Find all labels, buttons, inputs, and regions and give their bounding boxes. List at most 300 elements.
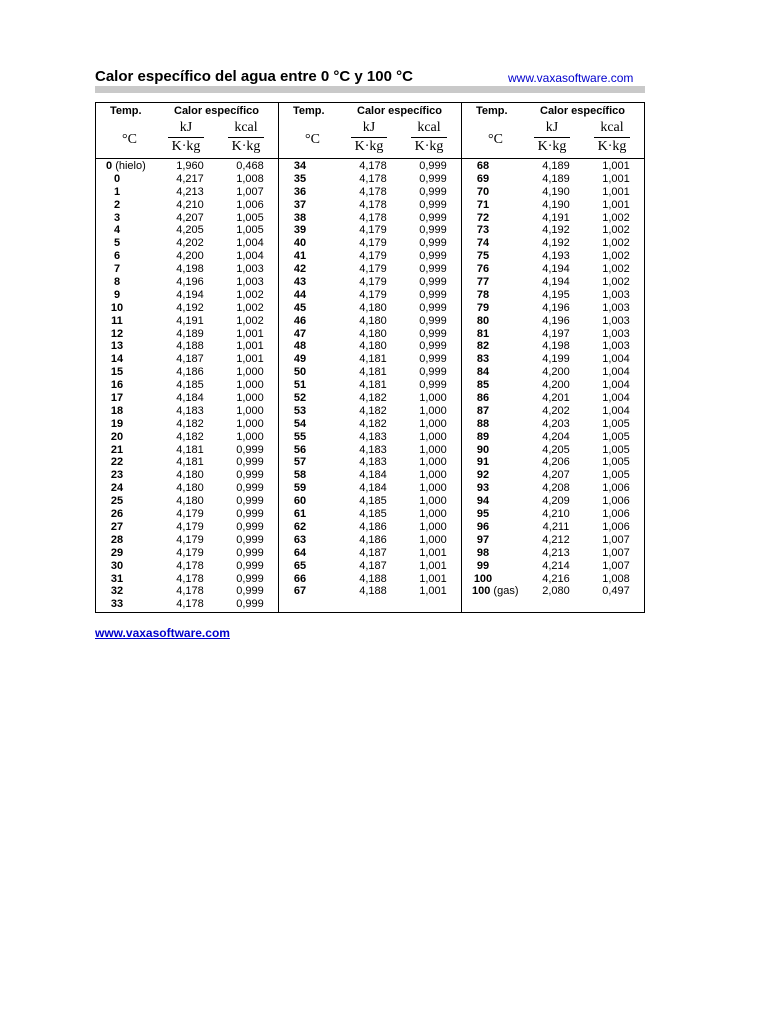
temperature-value: 51 xyxy=(293,379,307,392)
temperature-value: 19 xyxy=(110,417,124,430)
unit-numerator: kcal xyxy=(417,120,441,135)
temperature-cell xyxy=(279,328,321,341)
temperature-value: 62 xyxy=(293,520,307,533)
temperature-value: 89 xyxy=(476,430,490,443)
temperature-cell xyxy=(462,237,504,250)
table-rows xyxy=(96,160,278,611)
temperature-value: 24 xyxy=(110,482,124,495)
kj-value: 4,188 xyxy=(359,585,387,598)
temperature-cell xyxy=(96,250,138,263)
table-row xyxy=(279,456,461,469)
table-row xyxy=(462,224,644,237)
kj-value: 4,202 xyxy=(176,237,204,250)
temperature-cell xyxy=(462,173,504,186)
unit-denominator: K·kg xyxy=(597,139,627,154)
kcal-value: 0,999 xyxy=(236,508,264,521)
kcal-value: 1,000 xyxy=(419,392,447,405)
temperature-value: 55 xyxy=(293,430,307,443)
table-group-2 xyxy=(278,103,461,612)
kj-value: 4,184 xyxy=(176,392,204,405)
table-row xyxy=(462,482,644,495)
temperature-value: 69 xyxy=(476,172,490,185)
kcal-value: 0,999 xyxy=(419,160,447,172)
table-row xyxy=(96,573,278,586)
temperature-cell xyxy=(279,392,321,405)
table-row xyxy=(279,547,461,560)
temperature-value: 5 xyxy=(113,237,121,250)
temperature-value: 35 xyxy=(293,172,307,185)
table-row xyxy=(96,289,278,302)
temperature-cell xyxy=(96,534,138,547)
temperature-value: 96 xyxy=(476,520,490,533)
kj-value: 4,179 xyxy=(359,250,387,263)
temperature-value: 17 xyxy=(110,392,124,405)
kcal-value: 1,002 xyxy=(602,276,630,289)
kj-value: 4,178 xyxy=(359,172,387,185)
kcal-value: 0,999 xyxy=(419,353,447,366)
kj-value: 4,186 xyxy=(359,520,387,533)
kcal-value: 1,000 xyxy=(419,417,447,430)
kcal-value: 0,999 xyxy=(419,237,447,250)
temperature-value: 36 xyxy=(293,185,307,198)
temperature-value: 0 xyxy=(113,172,121,185)
kj-value: 4,179 xyxy=(359,224,387,237)
unit-denominator: K·kg xyxy=(414,139,444,154)
kcal-value: 0,999 xyxy=(419,185,447,198)
kj-value: 4,189 xyxy=(542,172,570,185)
footer-website-link[interactable]: www.vaxasoftware.com xyxy=(95,626,230,640)
temperature-cell xyxy=(462,212,504,225)
kcal-value: 1,004 xyxy=(236,250,264,263)
kj-value: 4,182 xyxy=(176,417,204,430)
temperature-value: 28 xyxy=(110,533,124,546)
table-row xyxy=(279,173,461,186)
temperature-value: 31 xyxy=(110,572,124,585)
temperature-cell xyxy=(462,353,504,366)
temperature-value: 75 xyxy=(476,250,490,263)
kcal-value: 0,999 xyxy=(236,469,264,482)
temperature-value: 67 xyxy=(293,585,307,598)
temperature-value: 34 xyxy=(293,160,307,172)
unit-numerator: kJ xyxy=(362,120,376,135)
temperature-value: 85 xyxy=(476,379,490,392)
temperature-value: 14 xyxy=(110,353,124,366)
temperature-cell xyxy=(279,353,321,366)
temperature-cell xyxy=(279,212,321,225)
temperature-cell xyxy=(279,160,321,173)
kcal-value: 1,000 xyxy=(236,392,264,405)
kcal-value: 1,006 xyxy=(602,520,630,533)
temperature-cell xyxy=(279,276,321,289)
unit-kcal-per-kkg xyxy=(411,119,447,156)
kcal-value: 0,999 xyxy=(419,263,447,276)
temperature-cell xyxy=(462,160,504,173)
temperature-cell xyxy=(96,495,138,508)
kcal-value: 0,999 xyxy=(419,250,447,263)
kcal-value: 1,006 xyxy=(602,482,630,495)
kj-value: 4,182 xyxy=(176,430,204,443)
temperature-cell xyxy=(279,534,321,547)
temperature-value: 26 xyxy=(110,508,124,521)
table-row xyxy=(279,353,461,366)
kj-value: 4,182 xyxy=(359,417,387,430)
temperature-value: 29 xyxy=(110,546,124,559)
temperature-cell xyxy=(279,263,321,276)
table-row xyxy=(96,276,278,289)
temperature-cell xyxy=(96,173,138,186)
unit-denominator: K·kg xyxy=(537,139,567,154)
table-header xyxy=(462,103,644,159)
temperature-value: 12 xyxy=(110,327,124,340)
temperature-cell xyxy=(462,418,504,431)
temperature-cell xyxy=(279,431,321,444)
kj-value: 4,179 xyxy=(176,508,204,521)
table-row xyxy=(279,560,461,573)
temperature-value: 56 xyxy=(293,443,307,456)
kcal-value: 1,000 xyxy=(236,404,264,417)
kcal-value: 1,002 xyxy=(602,250,630,263)
kcal-value: 1,008 xyxy=(602,572,630,585)
temperature-cell xyxy=(96,224,138,237)
column-header-temp: Temp. xyxy=(293,105,325,117)
temperature-cell xyxy=(96,289,138,302)
temperature-cell xyxy=(462,573,504,586)
temperature-value: 22 xyxy=(110,456,124,469)
temperature-value: 99 xyxy=(476,559,490,572)
temperature-value: 100 xyxy=(473,572,493,585)
unit-numerator: kJ xyxy=(545,120,559,135)
temperature-cell xyxy=(279,340,321,353)
kj-value: 4,209 xyxy=(542,495,570,508)
temperature-value: 88 xyxy=(476,417,490,430)
kj-value: 4,180 xyxy=(359,340,387,353)
table-row xyxy=(462,315,644,328)
kcal-value: 0,999 xyxy=(419,172,447,185)
kj-value: 4,192 xyxy=(542,224,570,237)
temperature-cell xyxy=(96,418,138,431)
kcal-value: 1,006 xyxy=(602,508,630,521)
unit-celsius: °C xyxy=(305,132,320,147)
temperature-value: 61 xyxy=(293,508,307,521)
temperature-value: 21 xyxy=(110,443,124,456)
kj-value: 4,183 xyxy=(359,443,387,456)
table-row xyxy=(279,366,461,379)
temperature-value: 72 xyxy=(476,211,490,224)
kcal-value: 1,001 xyxy=(602,160,630,172)
unit-denominator: K·kg xyxy=(171,139,201,154)
temperature-value: 100 xyxy=(472,585,491,598)
kcal-value: 1,001 xyxy=(236,340,264,353)
kcal-value: 1,002 xyxy=(602,211,630,224)
kcal-value: 1,001 xyxy=(602,172,630,185)
table-row xyxy=(462,431,644,444)
kj-value: 4,180 xyxy=(359,327,387,340)
temperature-cell xyxy=(462,482,504,495)
table-row xyxy=(279,495,461,508)
column-header-temp: Temp. xyxy=(110,105,142,117)
kj-value: 4,207 xyxy=(176,211,204,224)
unit-denominator: K·kg xyxy=(354,139,384,154)
temperature-value: 74 xyxy=(476,237,490,250)
table-row xyxy=(96,315,278,328)
kcal-value: 0,999 xyxy=(236,456,264,469)
temperature-cell xyxy=(279,418,321,431)
temperature-value: 4 xyxy=(113,224,121,237)
kj-value: 4,178 xyxy=(176,585,204,598)
table-row xyxy=(462,340,644,353)
kcal-value: 1,003 xyxy=(236,263,264,276)
temperature-cell xyxy=(462,315,504,328)
table-row xyxy=(279,431,461,444)
table-row xyxy=(96,560,278,573)
kcal-value: 0,999 xyxy=(419,211,447,224)
temperature-cell xyxy=(279,573,321,586)
temperature-value: 0 xyxy=(106,160,113,172)
kcal-value: 0,999 xyxy=(236,546,264,559)
kj-value: 4,213 xyxy=(542,546,570,559)
table-row xyxy=(279,521,461,534)
table-row xyxy=(462,534,644,547)
temperature-cell xyxy=(96,444,138,457)
temperature-cell xyxy=(279,315,321,328)
kcal-value: 1,000 xyxy=(236,417,264,430)
table-row xyxy=(462,366,644,379)
table-row xyxy=(462,573,644,586)
temperature-value: 58 xyxy=(293,469,307,482)
table-row xyxy=(462,547,644,560)
kj-value: 4,187 xyxy=(176,353,204,366)
table-row xyxy=(96,224,278,237)
table-row xyxy=(96,456,278,469)
table-row xyxy=(462,508,644,521)
table-row xyxy=(462,328,644,341)
kcal-value: 0,999 xyxy=(236,572,264,585)
kj-value: 4,208 xyxy=(542,482,570,495)
kcal-value: 0,999 xyxy=(236,495,264,508)
temperature-cell xyxy=(279,521,321,534)
temperature-cell xyxy=(462,250,504,263)
column-header-temp: Temp. xyxy=(476,105,508,117)
temperature-value: 65 xyxy=(293,559,307,572)
table-row xyxy=(96,444,278,457)
table-row xyxy=(279,534,461,547)
table-row xyxy=(279,302,461,315)
temperature-cell xyxy=(462,263,504,276)
temperature-value: 90 xyxy=(476,443,490,456)
kj-value: 4,178 xyxy=(359,160,387,172)
temperature-cell xyxy=(279,560,321,573)
kj-value: 1,960 xyxy=(176,160,204,172)
temperature-value: 7 xyxy=(113,263,121,276)
kj-value: 4,193 xyxy=(542,250,570,263)
kj-value: 2,080 xyxy=(542,585,570,598)
table-row xyxy=(96,199,278,212)
kj-value: 4,188 xyxy=(359,572,387,585)
kj-value: 4,181 xyxy=(359,379,387,392)
table-row xyxy=(462,418,644,431)
kcal-value: 1,001 xyxy=(419,585,447,598)
temperature-cell xyxy=(96,366,138,379)
temperature-cell xyxy=(279,302,321,315)
kj-value: 4,197 xyxy=(542,327,570,340)
temperature-value: 59 xyxy=(293,482,307,495)
temperature-value: 70 xyxy=(476,185,490,198)
temperature-cell xyxy=(96,199,138,212)
temperature-cell xyxy=(462,379,504,392)
temperature-value: 41 xyxy=(293,250,307,263)
temperature-value: 64 xyxy=(293,546,307,559)
unit-celsius: °C xyxy=(488,132,503,147)
kcal-value: 1,004 xyxy=(602,379,630,392)
kcal-value: 1,000 xyxy=(236,379,264,392)
kj-value: 4,178 xyxy=(359,185,387,198)
temperature-value: 44 xyxy=(293,288,307,301)
temperature-value: 80 xyxy=(476,314,490,327)
kj-value: 4,185 xyxy=(359,495,387,508)
temperature-cell xyxy=(462,328,504,341)
kj-value: 4,185 xyxy=(359,508,387,521)
kcal-value: 1,005 xyxy=(602,469,630,482)
table-row xyxy=(96,469,278,482)
temperature-cell xyxy=(462,276,504,289)
unit-kcal-per-kkg xyxy=(228,119,264,156)
unit-kcal-per-kkg xyxy=(594,119,630,156)
kcal-value: 1,003 xyxy=(236,276,264,289)
temperature-cell xyxy=(462,456,504,469)
temperature-cell xyxy=(279,508,321,521)
temperature-cell xyxy=(279,379,321,392)
kj-value: 4,207 xyxy=(542,469,570,482)
kj-value: 4,186 xyxy=(359,533,387,546)
temperature-value: 73 xyxy=(476,224,490,237)
kcal-value: 0,999 xyxy=(236,559,264,572)
kj-value: 4,214 xyxy=(542,559,570,572)
temperature-value: 91 xyxy=(476,456,490,469)
kcal-value: 0,999 xyxy=(236,585,264,598)
table-row xyxy=(279,212,461,225)
kcal-value: 1,004 xyxy=(602,366,630,379)
kcal-value: 1,000 xyxy=(419,533,447,546)
temperature-value: 32 xyxy=(110,585,124,598)
temperature-cell xyxy=(96,186,138,199)
unit-denominator: K·kg xyxy=(231,139,261,154)
kj-value: 4,199 xyxy=(542,353,570,366)
temperature-value: 8 xyxy=(113,276,121,289)
kj-value: 4,187 xyxy=(359,559,387,572)
kj-value: 4,178 xyxy=(359,211,387,224)
table-row xyxy=(96,353,278,366)
kcal-value: 1,003 xyxy=(602,340,630,353)
table-row xyxy=(462,585,644,598)
table-row xyxy=(462,495,644,508)
kcal-value: 1,003 xyxy=(602,301,630,314)
temperature-value: 84 xyxy=(476,366,490,379)
temperature-value: 49 xyxy=(293,353,307,366)
temperature-cell xyxy=(279,456,321,469)
kcal-value: 1,006 xyxy=(602,495,630,508)
table-row xyxy=(462,353,644,366)
kcal-value: 0,999 xyxy=(419,314,447,327)
temperature-cell xyxy=(462,405,504,418)
kcal-value: 1,003 xyxy=(602,327,630,340)
table-row xyxy=(96,431,278,444)
kcal-value: 1,002 xyxy=(602,263,630,276)
temperature-cell xyxy=(279,199,321,212)
kj-value: 4,179 xyxy=(176,520,204,533)
temperature-cell xyxy=(96,560,138,573)
kj-value: 4,180 xyxy=(176,482,204,495)
kcal-value: 0,497 xyxy=(602,585,630,598)
kcal-value: 1,004 xyxy=(602,404,630,417)
temperature-cell xyxy=(96,340,138,353)
kcal-value: 1,001 xyxy=(236,327,264,340)
kj-value: 4,201 xyxy=(542,392,570,405)
temperature-cell xyxy=(462,392,504,405)
temperature-cell xyxy=(279,585,321,598)
table-row xyxy=(96,366,278,379)
header-website-link[interactable]: www.vaxasoftware.com xyxy=(508,71,634,85)
table-row xyxy=(96,392,278,405)
kj-value: 4,182 xyxy=(359,392,387,405)
kj-value: 4,190 xyxy=(542,185,570,198)
temperature-value: 1 xyxy=(113,185,121,198)
temperature-cell xyxy=(462,366,504,379)
kj-value: 4,181 xyxy=(359,366,387,379)
temperature-cell xyxy=(462,199,504,212)
temperature-value: 47 xyxy=(293,327,307,340)
kcal-value: 0,999 xyxy=(236,533,264,546)
table-row xyxy=(279,392,461,405)
table-row xyxy=(96,173,278,186)
unit-numerator: kcal xyxy=(234,120,258,135)
kcal-value: 1,002 xyxy=(602,224,630,237)
temperature-cell xyxy=(96,276,138,289)
table-row xyxy=(279,444,461,457)
kj-value: 4,182 xyxy=(359,404,387,417)
kcal-value: 0,999 xyxy=(419,224,447,237)
table-row xyxy=(96,328,278,341)
temperature-cell xyxy=(96,431,138,444)
temperature-cell xyxy=(279,366,321,379)
kj-value: 4,205 xyxy=(176,224,204,237)
kcal-value: 1,007 xyxy=(602,559,630,572)
kj-value: 4,203 xyxy=(542,417,570,430)
table-row xyxy=(462,160,644,173)
kj-value: 4,181 xyxy=(176,456,204,469)
temperature-value: 40 xyxy=(293,237,307,250)
table-row xyxy=(279,199,461,212)
unit-numerator: kJ xyxy=(179,120,193,135)
temperature-cell xyxy=(279,495,321,508)
temperature-value: 46 xyxy=(293,314,307,327)
temperature-cell xyxy=(462,495,504,508)
kj-value: 4,178 xyxy=(176,572,204,585)
column-header-specific-heat: Calor específico xyxy=(174,105,259,117)
temperature-value: 86 xyxy=(476,392,490,405)
temperature-value: 54 xyxy=(293,417,307,430)
kcal-value: 1,000 xyxy=(236,430,264,443)
kcal-value: 1,004 xyxy=(236,237,264,250)
temperature-cell xyxy=(96,598,138,611)
kcal-value: 1,006 xyxy=(236,198,264,211)
kj-value: 4,213 xyxy=(176,185,204,198)
temperature-cell xyxy=(96,237,138,250)
kcal-value: 0,999 xyxy=(419,198,447,211)
temperature-value: 98 xyxy=(476,546,490,559)
temperature-cell xyxy=(279,224,321,237)
table-row xyxy=(279,224,461,237)
table-row xyxy=(279,328,461,341)
